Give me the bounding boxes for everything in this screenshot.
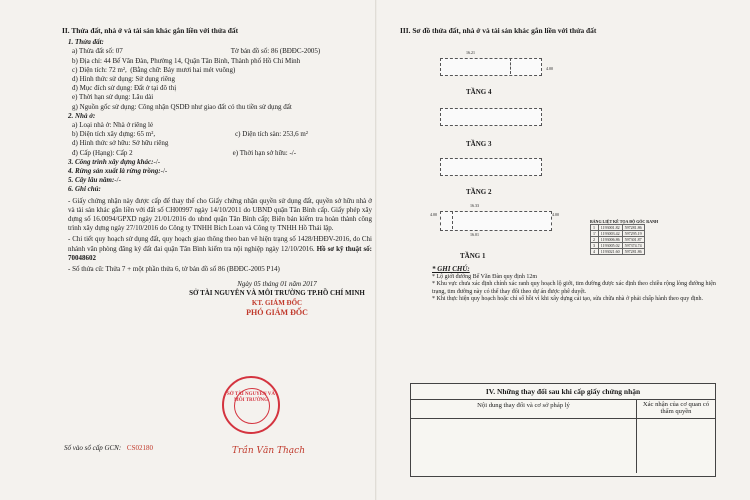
- seal-inner-ring: [234, 388, 270, 424]
- col-authority: Xác nhận của cơ quan có thẩm quyền: [642, 401, 710, 415]
- official-seal: [222, 376, 280, 434]
- ghichu-2: * Khu vực chưa xác định chính xác ranh quy hoạch lộ giới, tim đường được xác định theo chiều rộng lòng đường hiện trạng, tim đường này có thể thay đổi theo dự án được phê duyệt.: [432, 281, 716, 295]
- floor-3-label: TẦNG 3: [466, 140, 492, 148]
- coord-grid: [590, 224, 645, 255]
- dim-label: 4.00: [430, 212, 437, 217]
- purpose: Đất ở tại đô thị: [133, 84, 177, 93]
- other-row: [68, 158, 372, 167]
- use-form: Sử dụng riêng: [135, 75, 175, 84]
- table-row: [591, 249, 645, 255]
- area-words: (Bằng chữ: Bảy mươi hai mét vuông): [130, 65, 236, 74]
- ghichu-3: * Khi thực hiện quy hoạch hoặc chỉ số hồi vì khi xây dựng cải tạo, sửa chữa nhà ở phải chấp hành theo quy định.: [432, 296, 703, 302]
- coord-cell: 597295.19: [622, 231, 644, 237]
- origin-row: [72, 103, 372, 112]
- coord-cell: 1193006.86: [598, 237, 622, 243]
- floor-1-plan: [440, 211, 552, 231]
- notes-heading: 6. Ghi chú:: [68, 185, 101, 194]
- note-2-text: - Chi tiết quy hoạch sử dụng đất, quy hoạch giao thông theo ban vẽ hiện trạng số 1428/HĐĐV-2016, do Chi nhánh văn phòng đăng ký đất đai quận Tân Bình kiểm tra nội nghiệp ngày 12/10/2016.: [68, 235, 372, 253]
- forest-value: -/-: [160, 167, 168, 176]
- ghichu-title: * GHI CHÚ:: [432, 265, 470, 273]
- own-form-row: [72, 139, 372, 148]
- coord-cell: 597374.74: [622, 243, 644, 249]
- own-form: Sở hữu riêng: [132, 139, 169, 148]
- page-fold: [375, 0, 377, 500]
- land-heading: 1. Thửa đất:: [68, 38, 104, 47]
- area: 72 m²,: [108, 65, 127, 74]
- use-form-label: d) Hình thức sử dụng:: [72, 75, 134, 84]
- other-value: -/-: [153, 157, 161, 166]
- build-area-row: [72, 130, 372, 139]
- floor-1-stair: [440, 211, 453, 229]
- map-note: (BĐĐC-2005): [279, 47, 321, 56]
- floor-2-label: TẦNG 2: [466, 188, 492, 196]
- section-2-title: II. Thửa đất, nhà ở và tài sản khác gắn liền với thửa đất: [62, 26, 239, 35]
- issue-label: Số vào sổ cấp GCN:: [64, 444, 122, 452]
- ghichu-1: * Lộ giới đường Bế Văn Đàn quy định 12m: [432, 273, 537, 280]
- floor-3-plan: [440, 108, 542, 126]
- house-type: Nhà ở riêng lẻ: [113, 121, 154, 130]
- term: Lâu dài: [132, 93, 154, 102]
- house-heading: 2. Nhà ở:: [68, 111, 96, 120]
- coord-cell: 1193021.60: [598, 249, 622, 255]
- deputy-title: PHÓ GIÁM ĐỐC: [246, 307, 308, 317]
- coord-cell: 1193005.02: [598, 243, 622, 249]
- diagram-notes: [432, 266, 722, 304]
- map-no: 86: [270, 47, 278, 56]
- floor-area: 253,6 m²: [282, 130, 308, 139]
- section-2: [62, 26, 372, 317]
- note-2: [68, 235, 372, 263]
- term-label: e) Thời hạn sử dụng:: [72, 93, 131, 102]
- coord-cell: 1193001.82: [598, 225, 622, 231]
- other-heading: 3. Công trình xây dựng khác:: [68, 157, 154, 166]
- col-change-content: Nội dung thay đổi và cơ sở pháp lý: [411, 400, 637, 418]
- area-row: [72, 66, 372, 75]
- build-area-label: b) Diện tích xây dựng:: [72, 130, 136, 139]
- authority-cell: [637, 419, 715, 473]
- tree-row: [68, 176, 372, 185]
- address: 44 Bế Văn Đàn, Phường 14, Quận Tân Bình, Thành phố Hồ Chí Minh: [103, 56, 301, 65]
- dim-label: 4.00: [546, 66, 553, 71]
- grade-row: [72, 149, 372, 158]
- term-row: [72, 93, 372, 102]
- floor-1-label: TẦNG 1: [460, 252, 486, 260]
- section-4-title: IV. Những thay đổi sau khi cấp giấy chứng nhận: [411, 384, 715, 400]
- grade-label: đ) Cấp (Hạng):: [72, 148, 115, 157]
- use-form-row: [72, 75, 372, 84]
- tree-heading: 5. Cây lâu năm:: [68, 176, 115, 185]
- land-no-label: a) Thửa đất số:: [72, 47, 114, 56]
- section-3: [400, 26, 720, 38]
- coord-cell: 4: [591, 249, 599, 255]
- office-name: SỞ TÀI NGUYÊN VÀ MÔI TRƯỜNG TP.HỒ CHÍ MINH: [189, 289, 365, 298]
- area-label: c) Diện tích:: [72, 65, 107, 74]
- coord-cell: 3: [591, 243, 599, 249]
- forest-heading: 4. Rừng sản xuất là rừng trồng:: [68, 167, 161, 176]
- own-term-label: e) Thời hạn sở hữu:: [232, 148, 288, 157]
- signer-name: Trần Văn Thạch: [232, 446, 306, 456]
- coord-cell: 1193003.42: [598, 231, 622, 237]
- seal-text: SỞ TÀI NGUYÊN VÀ MÔI TRƯỜNG: [226, 392, 276, 403]
- note-2-tail: Hồ sơ kỹ thuật số: 70048602: [68, 244, 373, 262]
- dim-label: 16.01: [470, 232, 479, 237]
- coord-cell: 597281.86: [622, 225, 644, 231]
- origin-label: g) Nguồn gốc sử dụng:: [72, 102, 137, 111]
- dim-label: 16.33: [470, 203, 479, 208]
- coord-title: BẢNG LIỆT KÊ TỌA ĐỘ GÓC RANH: [590, 219, 659, 224]
- own-form-label: d) Hình thức sở hữu:: [72, 139, 131, 148]
- section-4-table: [410, 383, 716, 477]
- address-row: [72, 57, 372, 66]
- origin: Công nhận QSDĐ như giao đất có thu tiền sử dụng đất: [138, 102, 292, 111]
- note-3: - Số thửa cũ: Thửa 7 + một phần thửa 6, tờ bản đồ số 86 (BĐĐC-2005 P14): [68, 265, 280, 274]
- address-label: b) Địa chỉ:: [72, 56, 102, 65]
- own-term: -/-: [289, 148, 297, 157]
- note-1: - Giấy chứng nhận này được cấp để thay thế cho Giấy chứng nhận quyền sử dụng đất, quyền sở hữu nhà ở và tài sản khác gắn liền với đất số CH00997 ngày 14/10/2011 do UBND quận Tân Bình cấp. Giấy phép xây dựng số 16.0094/GPXD ngày 21/01/2016 do ubnd quận Tân Bình cấp; Biên bản kiểm tra hoàn thành công trình xây dựng ngày 27/10/2016 do Công ty TNHH Bích Loan và Công ty TNHH Hồ Thái lập.: [68, 196, 372, 233]
- house-type-label: a) Loại nhà ở:: [72, 121, 112, 130]
- floor-2-plan: [440, 158, 542, 176]
- coord-cell: 597281.86: [622, 249, 644, 255]
- coord-cell: 2: [591, 237, 599, 243]
- floor-4-roof: [510, 58, 541, 74]
- section-4-body: [411, 419, 715, 473]
- land-number-row: [72, 47, 372, 56]
- tree-value: -/-: [114, 176, 121, 185]
- issue-no: CS02180: [126, 444, 153, 452]
- issue-row: [64, 444, 153, 452]
- map-label: Tờ bản đồ số:: [230, 47, 270, 56]
- purpose-label: đ) Mục đích sử dụng:: [72, 84, 133, 93]
- floor-area-label: c) Diện tích sàn:: [235, 130, 282, 139]
- coord-cell: 1: [591, 225, 599, 231]
- dim-label: 16.21: [466, 50, 475, 55]
- date-line: Ngày 05 tháng 01 năm 2017: [237, 280, 317, 289]
- kt-title: KT. GIÁM ĐỐC: [251, 298, 303, 307]
- forest-row: [68, 167, 372, 176]
- section-3-title: III. Sơ đồ thửa đất, nhà ở và tài sản khác gắn liền với thửa đất: [400, 26, 597, 35]
- house-type-row: [72, 121, 372, 130]
- build-area: 65 m²,: [137, 130, 156, 139]
- change-content-cell: [411, 419, 637, 473]
- land-no: 07: [115, 47, 123, 56]
- floor-4-label: TẦNG 4: [466, 88, 492, 96]
- purpose-row: [72, 84, 372, 93]
- coord-cell: 1': [591, 231, 599, 237]
- coordinate-table: [590, 219, 658, 255]
- coord-cell: 597301.87: [622, 237, 644, 243]
- grade: Cấp 2: [116, 148, 133, 157]
- section-4-header: [411, 400, 715, 419]
- dim-label: 4.00: [552, 212, 559, 217]
